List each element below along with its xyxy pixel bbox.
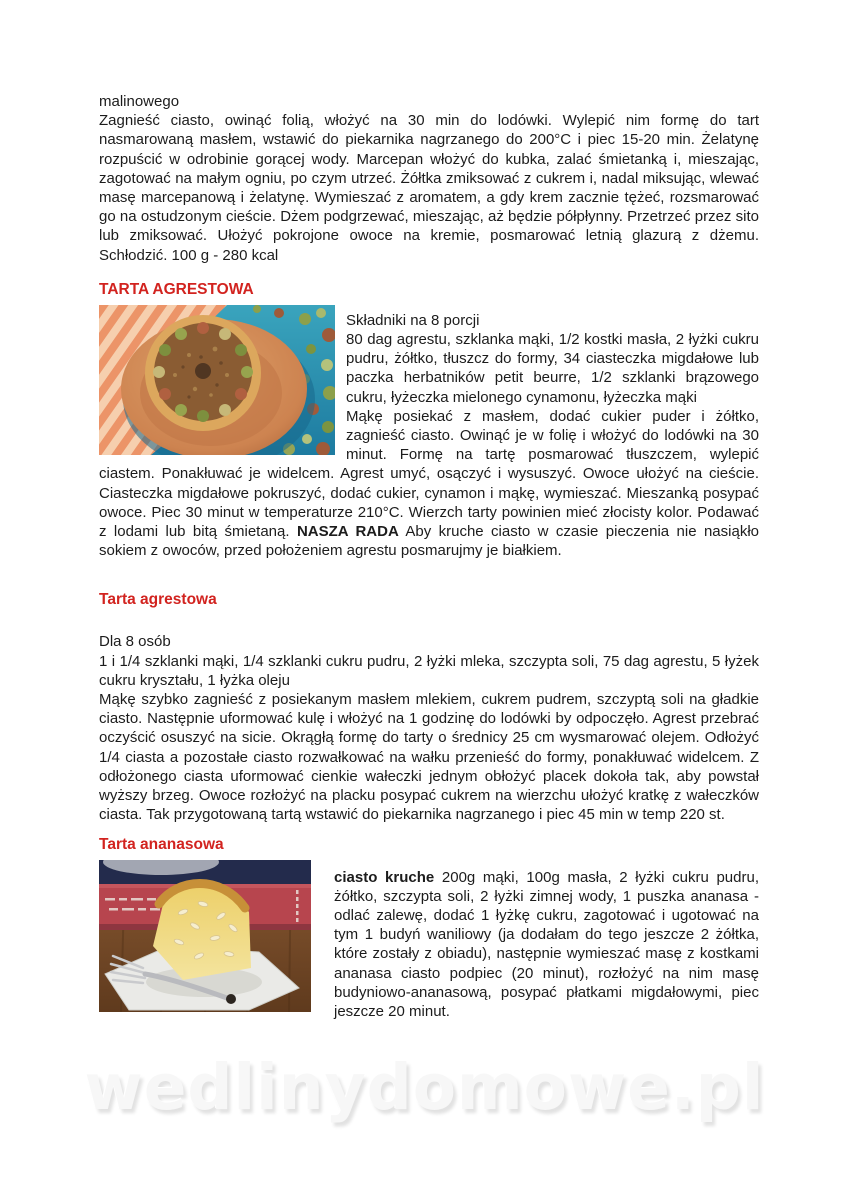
recipe1-servings: Składniki na 8 porcji: [346, 311, 480, 329]
gooseberry-tart-photo-graphic: [99, 305, 335, 455]
gooseberry-tart-photo: [99, 305, 335, 455]
recipe3-instructions-text: 200g mąki, 100g masła, 2 łyżki cukru pudru, żółtko, szczypta soli, 2 łyżki zimnej wody, 1 puszka ananasa - odlać zalewę, dodać 1 łyżkę cukru, zagotować i ugotować na tym 1 budyń waniliowy (ja dodałam do tego jeszcze 2 żółtka, które zostały z obiadu), następnie wymieszać masę z kostkami ananasa ciasto podpiec (20 minut), rozłożyć na nim masę budyniowo-ananasową, posypać płatkami migdałowymi, piec jeszcze 20 minut.: [334, 868, 760, 1020]
tart-center-berry: [195, 363, 211, 379]
recipe2-title: Tarta agrestowa: [99, 591, 217, 609]
recipe1-instructions-text: Mąkę posiekać z masłem, dodać cukier puder i żółtko, zagnieść ciasto. Owinąć je w folię i włożyć do lodówki na 30 minut. Formę na tartę posmarować tłuszczem, wylepić ciastem. Ponakłuwać je widelcem. Agrest umyć, osączyć i wysuszyć. Owoce ułożyć na cieście. Ciasteczka migdałowe pokruszyć, dodać cukier, cynamon i mąkę, wymieszać. Mieszanką posypać owoce. Piec 30 minut w temperaturze 210°C. Wierzch tarty powinien mieć złocisty kolor. Podawać z lodami lub bitą śmietaną.: [99, 407, 759, 541]
recipe1-tip-label: NASZA RADA: [296, 523, 399, 541]
recipe3-title: Tarta ananasowa: [99, 835, 224, 853]
recipe3-section: [99, 860, 759, 1022]
gooseberry-tart: [145, 315, 261, 431]
recipe1-tip-text: Aby kruche ciasto w czasie pieczenia nie nasiąkło sokiem z owoców, przed położeniem agrestu posmarujmy je białkiem.: [99, 523, 759, 560]
recipe1-section: [99, 305, 759, 561]
pineapple-tart-photo: [99, 860, 311, 1012]
recipe1-ingredients: 80 dag agrestu, szklanka mąki, 1/2 kostki masła, 2 łyżki cukru pudru, żółtko, tłuszcz do formy, 34 ciasteczka migdałowe lub paczka herbatników petit beurre, 1/2 szklanki brązowego cukru, łyżeczka mielonego cynamonu, łyżeczka mąki: [346, 331, 759, 406]
recipe2-servings: Dla 8 osób: [99, 633, 171, 651]
recipe3-lead-bold: ciasto kruche: [334, 868, 435, 886]
intro-fragment: malinowego: [99, 93, 180, 110]
pineapple-tart-photo-graphic: [99, 860, 311, 1012]
raspberry-tart-paragraph: Zagnieść ciasto, owinąć folią, włożyć na 30 min do lodówki. Wylepić nim formę do tart nasmarowaną masłem, wstawić do piekarnika nagrzanego do 200°C i piec 15-20 min. Żelatynę rozpuścić w odrobinie gorącej wody. Marcepan włożyć do kubka, zalać śmietanką i, mieszając, zagotować na małym ogniu, po czym utrzeć. Żółtka zmiksować z cukrem i, nadal miksując, wlewać masę marcepanową i żelatynę. Wymieszać z aromatem, a gdy krem zacznie tężeć, rozsmarować go na ostudzonym cieście. Dżem podgrzewać, mieszając, aż będzie półpłynny. Przetrzeć przez sito lub zmiksować. Ułożyć pokrojone owoce na kremie, posmarować letnią glazurą z dżemu. Schłodzić. 100 g - 280 kcal: [99, 112, 759, 264]
page-content: [99, 92, 759, 1021]
recipe2-instructions: Mąkę szybko zagnieść z posiekanym masłem mlekiem, cukrem pudrem, szczyptą soli na gładkie ciasto. Następnie uformować kulę i włożyć na 1 godzinę do lodówki by odpoczęło. Agrest przebrać oczyścić osuszyć na sicie. Okrągłą formę do tarty o średnicy 25 cm wysmarować olejem. Odłożyć 1/4 ciasta a pozostałe ciasto rozwałkować na wałku przenieść do formy, ponakłuwać widelcem. Z odłożonego ciasta uformować cienkie wałeczki jednym obłożyć placek dokoła tak, aby powstał wyższy brzeg. Owoce rozłożyć na placku posypać cukrem na wierzchu ułożyć kratkę z wałeczków ciasta. Tak przygotowaną tartą wstawić do piekarnika nagrzanego i piec 45 min w temp 220 st.: [99, 691, 759, 824]
watermark: wedlinydomowe.pl: [84, 1051, 765, 1124]
recipe1-title: TARTA AGRESTOWA: [99, 280, 254, 298]
recipe2-ingredients: 1 i 1/4 szklanki mąki, 1/4 szklanki cukru pudru, 2 łyżki mleka, szczypta soli, 75 dag agrestu, 5 łyżek cukru kryształu, 1 łyżka oleju: [99, 652, 759, 689]
